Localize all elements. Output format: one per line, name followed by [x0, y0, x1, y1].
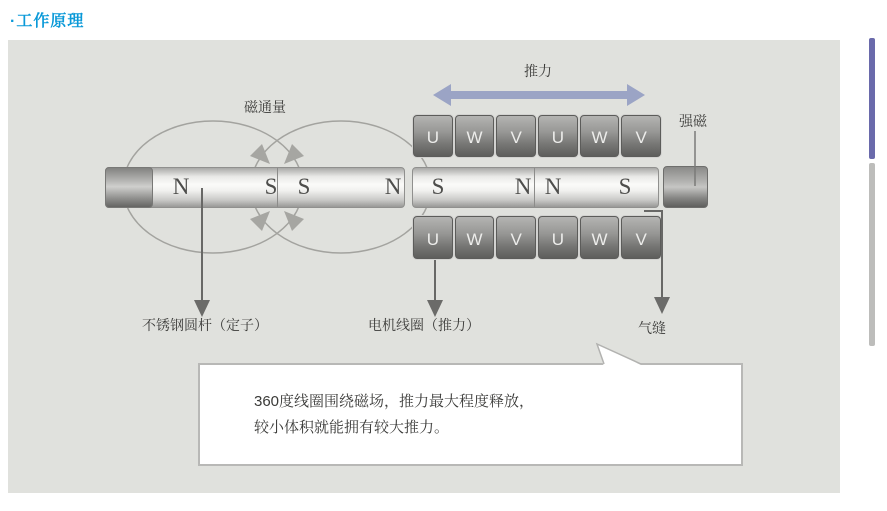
coil-block: U	[413, 216, 453, 259]
note-bubble	[198, 363, 743, 466]
coil-block: W	[580, 115, 620, 157]
coil-block: V	[621, 115, 661, 157]
coil-block: U	[538, 216, 578, 259]
note-line: 360度线圈围绕磁场，推力最大程度释放，	[254, 393, 535, 410]
pole-label: S	[297, 174, 311, 199]
scroll-indicator-track[interactable]	[869, 163, 875, 346]
coil-block: V	[496, 115, 536, 157]
airgap-callout-label: 气缝	[638, 320, 666, 336]
pole-label: S	[264, 174, 278, 199]
scroll-indicator-active[interactable]	[869, 38, 875, 159]
coil-block: U	[538, 115, 578, 157]
flux-label: 磁通量	[244, 99, 286, 115]
pole-label: N	[544, 174, 562, 199]
thrust-label: 推力	[524, 63, 552, 79]
strong-magnet-label: 强磁	[679, 113, 707, 129]
note-line: 较小体积就能拥有较大推力。	[254, 419, 450, 436]
coil-callout-label: 电机线圈（推力）	[368, 317, 480, 333]
pole-label: N	[384, 174, 402, 199]
pole-label: N	[172, 174, 190, 199]
coil-block: W	[455, 216, 495, 259]
mover-rod	[412, 167, 659, 208]
coil-row-bottom	[413, 216, 661, 259]
strong-magnet-cap	[663, 166, 708, 208]
magnet-junction-line	[534, 168, 535, 207]
coil-row-top	[413, 115, 661, 157]
pole-label: S	[618, 174, 632, 199]
pole-label: N	[514, 174, 532, 199]
stator-callout-label: 不锈钢圆杆（定子）	[142, 317, 268, 333]
stator-rod-end-cap	[105, 167, 153, 208]
coil-block: V	[621, 216, 661, 259]
page-title: ·工作原理	[10, 13, 85, 30]
coil-block: W	[455, 115, 495, 157]
coil-block: V	[496, 216, 536, 259]
stator-rod	[105, 167, 405, 208]
coil-block: U	[413, 115, 453, 157]
pole-label: S	[431, 174, 445, 199]
coil-block: W	[580, 216, 620, 259]
